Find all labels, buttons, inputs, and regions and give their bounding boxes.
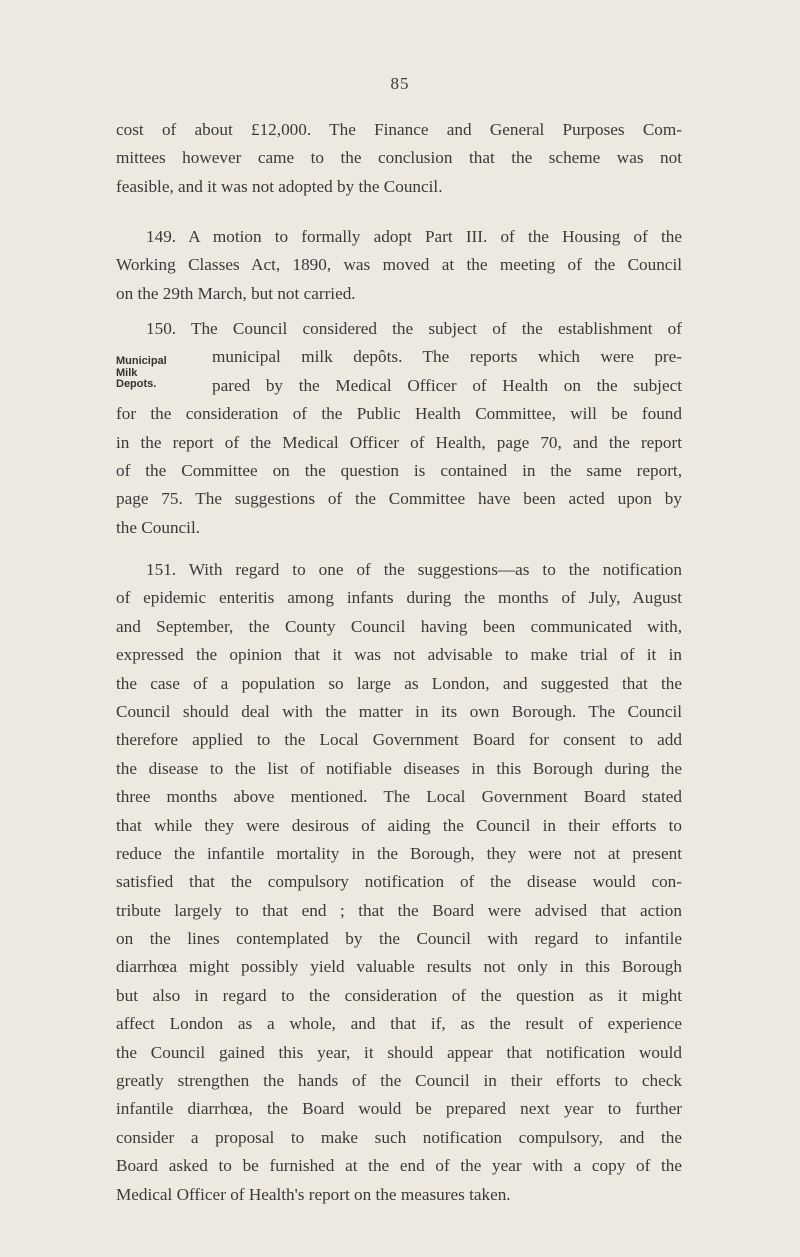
text-line: Working Classes Act, 1890, was moved at the meeting of the Council bbox=[116, 255, 682, 275]
text-line: Board asked to be furnished at the end of the year with a copy of the bbox=[116, 1156, 682, 1176]
text-line: and September, the County Council having been communicated with, bbox=[116, 616, 682, 636]
page-number: 85 bbox=[390, 74, 410, 93]
text-line: feasible, and it was not adopted by the Council. bbox=[116, 176, 443, 196]
sidenote-line: Milk bbox=[116, 366, 138, 379]
text-line: consider a proposal to make such notification compulsory, and the bbox=[116, 1127, 682, 1147]
text-line: municipal milk depôts. The reports which were pre- bbox=[212, 347, 682, 367]
sidenote-line: Municipal bbox=[116, 355, 167, 367]
paragraph-continuation bbox=[116, 116, 682, 201]
text-line: affect London as a whole, and that if, as the result of experience bbox=[116, 1014, 682, 1034]
text-line: but also in regard to the consideration of the question as it might bbox=[116, 985, 682, 1005]
text-line: diarrhœa might possibly yield valuable results not only in this Borough bbox=[116, 957, 682, 977]
text-line: cost of about £12,000. The Finance and General Purposes Com- bbox=[116, 120, 682, 139]
text-line: therefore applied to the Local Government Board for consent to add bbox=[116, 730, 682, 750]
text-line: that while they were desirous of aiding the Council in their efforts to bbox=[116, 815, 682, 835]
text-line: tribute largely to that end ; that the Board were advised that action bbox=[116, 900, 682, 920]
sidenote-line: Depots. bbox=[116, 378, 157, 390]
text-line: 149. A motion to formally adopt Part III. of the Housing of the bbox=[146, 227, 682, 246]
text-line: Council should deal with the matter in its own Borough. The Council bbox=[116, 701, 682, 721]
text-line: the Council. bbox=[116, 517, 201, 537]
text-line: infantile diarrhœa, the Board would be prepared next year to further bbox=[116, 1099, 682, 1119]
text-line: three months above mentioned. The Local Government Board stated bbox=[116, 787, 682, 807]
text-line: the case of a population so large as London, and suggested that the bbox=[116, 673, 682, 693]
text-line: the Council gained this year, it should appear that notification would bbox=[116, 1042, 682, 1062]
text-line: expressed the opinion that it was not advisable to make trial of it in bbox=[116, 645, 682, 665]
text-line: 150. The Council considered the subject of the establishment of bbox=[146, 319, 682, 338]
text-line: for the consideration of the Public Health Committee, will be found bbox=[116, 404, 682, 424]
text-line: on the lines contemplated by the Council with regard to infantile bbox=[116, 929, 682, 949]
text-line: greatly strengthen the hands of the Council in their efforts to check bbox=[116, 1071, 682, 1091]
paragraph-150 bbox=[116, 315, 682, 542]
text-line: on the 29th March, but not carried. bbox=[116, 283, 356, 303]
text-line: pared by the Medical Officer of Health on the subject bbox=[212, 375, 682, 395]
text-line: of the Committee on the question is contained in the same report, bbox=[116, 460, 682, 480]
paragraph-151 bbox=[116, 556, 682, 1209]
text-line: page 75. The suggestions of the Committee have been acted upon by bbox=[116, 489, 682, 509]
text-line: 151. With regard to one of the suggestions—as to the notification bbox=[146, 560, 682, 579]
text-line: the disease to the list of notifiable diseases in this Borough during the bbox=[116, 758, 682, 778]
text-line: mittees however came to the conclusion that the scheme was not bbox=[116, 148, 682, 168]
text-line: of epidemic enteritis among infants during the months of July, August bbox=[116, 588, 682, 608]
paragraph-149 bbox=[116, 223, 682, 308]
text-line: reduce the infantile mortality in the Borough, they were not at present bbox=[116, 843, 682, 863]
text-line: satisfied that the compulsory notification of the disease would con- bbox=[116, 872, 682, 892]
text-line: in the report of the Medical Officer of Health, page 70, and the report bbox=[116, 432, 682, 452]
text-line: Medical Officer of Health's report on the measures taken. bbox=[116, 1184, 511, 1204]
